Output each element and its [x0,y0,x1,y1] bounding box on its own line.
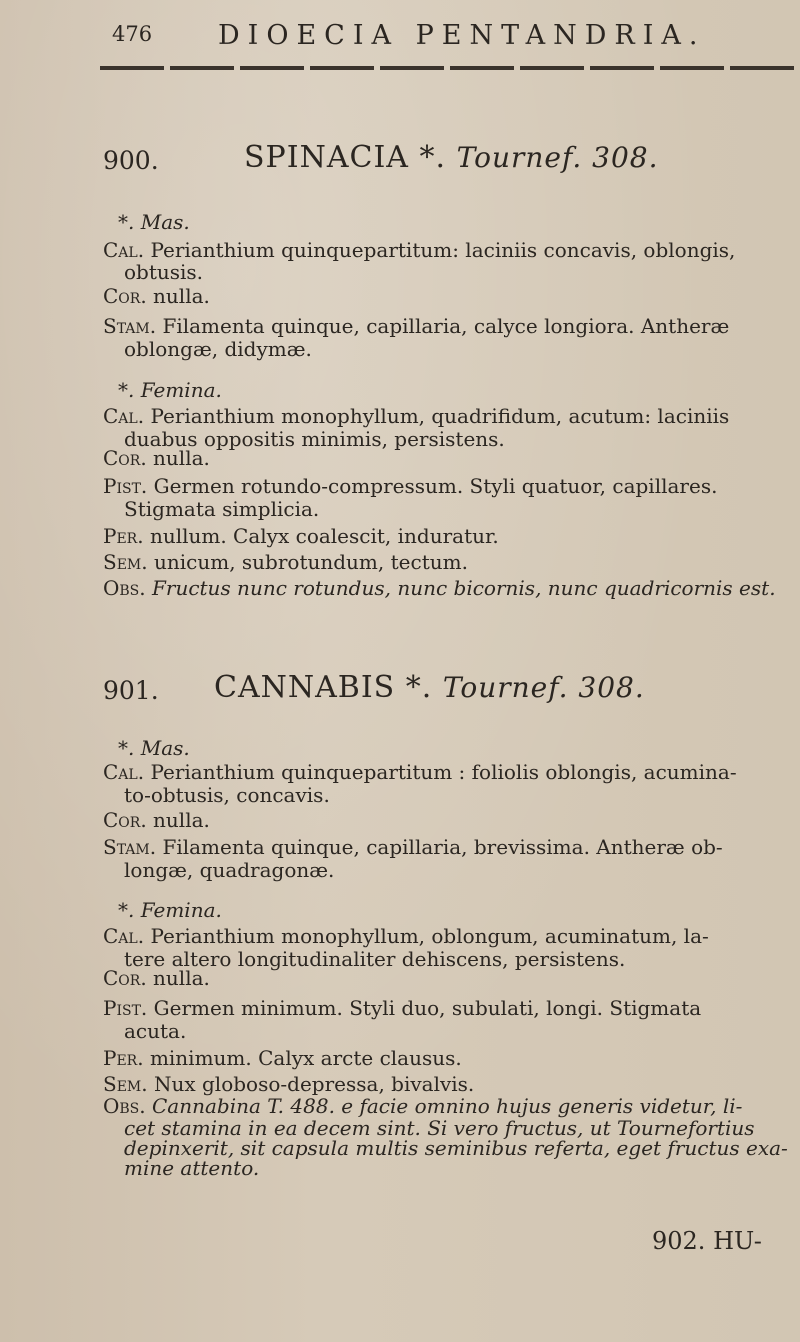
entry-text: Germen rotundo-compressum. Styli quatuor, capillares. [153,474,718,498]
entry-continuation: mine attento. [124,1156,260,1180]
entry-key: Per. [103,1046,144,1070]
stam-entry [103,837,723,857]
entry-key: Cal. [103,404,145,428]
entry-text: unicum, subrotundum, tectum. [153,550,468,574]
entry-text: nulla. [153,284,210,308]
entry-key: Pist. [103,474,148,498]
cal-entry [103,762,737,782]
cal-female-entry [103,926,709,946]
entry-text: Perianthium quinquepartitum: laciniis concavis, oblongis, [150,238,736,262]
cor-entry [103,286,210,306]
genus-heading [0,670,800,730]
entry-continuation: oblongæ, didymæ. [124,337,312,361]
entry-key: Cor. [103,966,147,990]
entry-text: Perianthium quinquepartitum : foliolis oblongis, acumina- [150,760,737,784]
page-number: 476 [112,22,153,46]
entry-key: Sem. [103,1072,148,1096]
mas-label: *. Mas. [118,210,190,234]
entry-text: Germen minimum. Styli duo, subulati, longi. Stigmata [153,996,702,1020]
genus-citation: Tournef. 308. [442,671,645,704]
entry-key: Cor. [103,284,147,308]
entry-continuation: tere altero longitudinaliter dehiscens, persistens. [124,947,626,971]
entry-key: Stam. [103,314,157,338]
entry-text: minimum. Calyx arcte clausus. [149,1046,462,1070]
cal-female-entry [103,406,729,426]
sem-entry [103,552,468,572]
genus-heading [0,140,800,200]
stam-entry [103,316,729,336]
entry-continuation: cet stamina in ea decem sint. Si vero fructus, ut Tournefortius [124,1116,755,1140]
running-title: DIOECIA PENTANDRIA. [218,20,706,51]
obs-entry [103,1096,742,1116]
pist-entry [103,998,701,1018]
genus-entry-cannabis [0,670,800,1180]
entry-text: nullum. Calyx coalescit, induratur. [149,524,499,548]
entry-continuation: longæ, quadragonæ. [124,858,335,882]
femina-label: *. Femina. [118,898,222,922]
genus-name: CANNABIS [214,670,396,705]
entry-key: Per. [103,524,144,548]
catchword: 902. HU- [652,1227,762,1255]
genus-name: SPINACIA [244,140,409,175]
page-header [0,22,800,62]
genus-number: 901. [103,676,159,705]
entry-key: Cor. [103,446,147,470]
cor-female-entry [103,448,210,468]
cal-entry [103,240,735,260]
genus-title [214,670,645,705]
entry-text: nulla. [153,966,210,990]
entry-text: Cannabina T. 488. e facie omnino hujus generis videtur, li- [152,1094,743,1118]
entry-text: nulla. [153,446,210,470]
entry-key: Cal. [103,238,145,262]
entry-key: Cal. [103,760,145,784]
entry-continuation: acuta. [124,1019,187,1043]
genus-mark: *. [419,140,447,175]
entry-text: nulla. [153,808,210,832]
obs-entry [103,578,776,598]
entry-text: Fructus nunc rotundus, nunc bicornis, nunc quadricornis est. [152,576,776,600]
entry-key: Cor. [103,808,147,832]
femina-label: *. Femina. [118,378,222,402]
entry-text: Perianthium monophyllum, quadrifidum, acutum: laciniis [150,404,730,428]
per-entry [103,526,499,546]
entry-key: Cal. [103,924,145,948]
entry-key: Sem. [103,550,148,574]
cor-female-entry [103,968,210,988]
entry-continuation: obtusis. [124,260,204,284]
entry-key: Obs. [103,1094,146,1118]
entry-key: Obs. [103,576,146,600]
genus-entry-spinacia [0,140,800,600]
entry-continuation: duabus oppositis minimis, persistens. [124,427,505,451]
genus-mark: *. [405,670,433,705]
entry-text: Nux globoso-depressa, bivalvis. [153,1072,475,1096]
genus-title [244,140,659,175]
pist-entry [103,476,717,496]
header-rule [100,66,796,70]
entry-continuation: Stigmata simplicia. [124,497,320,521]
entry-text: Filamenta quinque, capillaria, calyce longiora. Antheræ [162,314,730,338]
genus-number: 900. [103,146,159,175]
entry-text: Perianthium monophyllum, oblongum, acuminatum, la- [150,924,709,948]
per-entry [103,1048,462,1068]
cor-entry [103,810,210,830]
entry-key: Stam. [103,835,157,859]
entry-text: Filamenta quinque, capillaria, brevissima. Antheræ ob- [162,835,723,859]
sem-entry [103,1074,474,1094]
genus-citation: Tournef. 308. [456,141,659,174]
mas-label: *. Mas. [118,736,190,760]
entry-key: Pist. [103,996,148,1020]
entry-continuation: to-obtusis, concavis. [124,783,330,807]
entry-continuation: depinxerit, sit capsula multis seminibus referta, eget fructus exa- [124,1136,788,1160]
